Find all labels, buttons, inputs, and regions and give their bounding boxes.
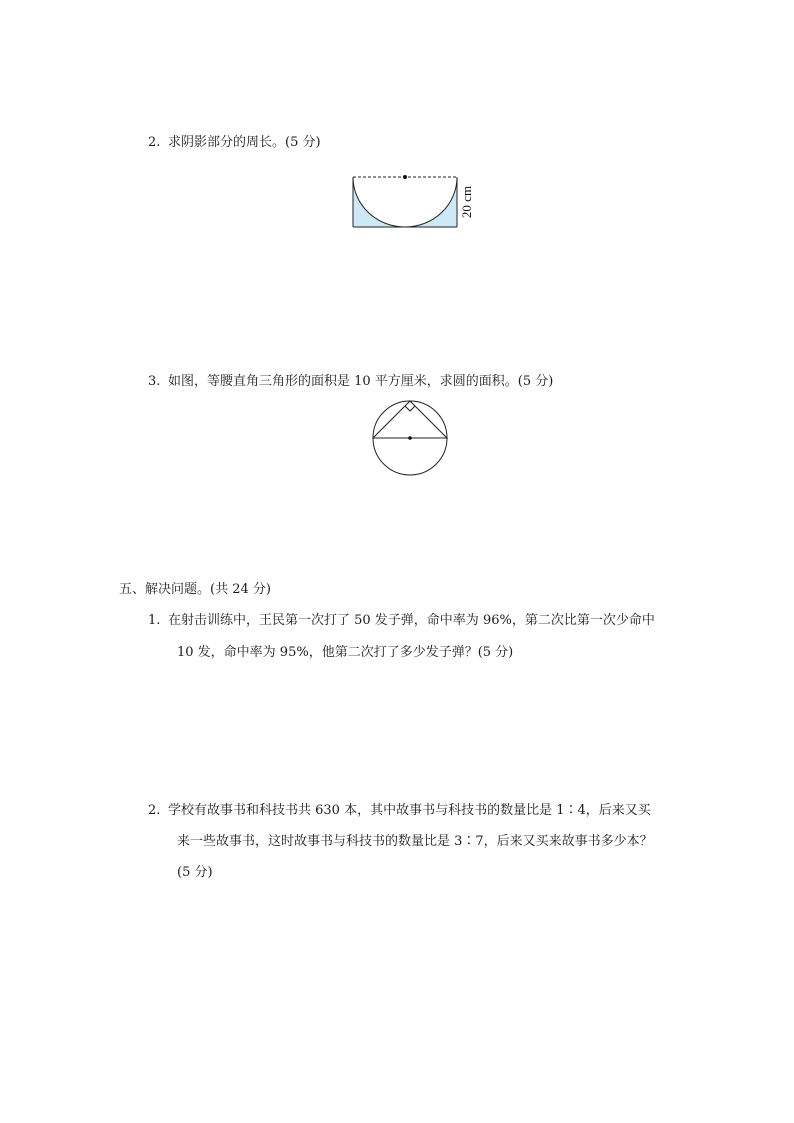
circle-triangle-figure <box>370 398 450 480</box>
semicircle-rectangle-figure <box>350 172 480 232</box>
center-dot <box>403 175 407 179</box>
problem-1-line-1 <box>148 612 655 630</box>
shaded-region <box>353 177 457 227</box>
problem-number: 2. <box>148 803 161 818</box>
question-number: 2. <box>148 135 161 150</box>
section-heading: 五、解决问题。(共 24 分) <box>119 582 271 597</box>
problem-2-line-1 <box>148 802 651 820</box>
right-angle-mark <box>405 406 415 411</box>
problem-text: 在射击训练中，王民第一次打了 50 发子弹，命中率为 96%，第二次比第一次少命中 <box>168 613 655 628</box>
problem-text: 学校有故事书和科技书共 630 本，其中故事书与科技书的数量比是 1∶4，后来又买 <box>168 803 651 818</box>
center-dot <box>408 436 412 440</box>
question-text: 求阴影部分的周长。(5 分) <box>168 135 321 150</box>
problem-2-line-2: 来一些故事书，这时故事书与科技书的数量比是 3∶7，后来又买来故事书多少本？ <box>177 834 653 849</box>
question-number: 3. <box>148 374 161 389</box>
problem-1-line-2: 10 发，命中率为 95%，他第二次打了多少发子弹？(5 分) <box>177 645 514 660</box>
question-text: 如图，等腰直角三角形的面积是 10 平方厘米，求圆的面积。(5 分) <box>168 374 554 389</box>
question-3 <box>148 373 553 391</box>
isosceles-right-triangle <box>373 401 447 438</box>
problem-2-line-3: (5 分) <box>177 865 213 880</box>
problem-number: 1. <box>148 613 161 628</box>
dimension-label: 20 cm <box>459 185 474 219</box>
question-2 <box>148 134 321 152</box>
